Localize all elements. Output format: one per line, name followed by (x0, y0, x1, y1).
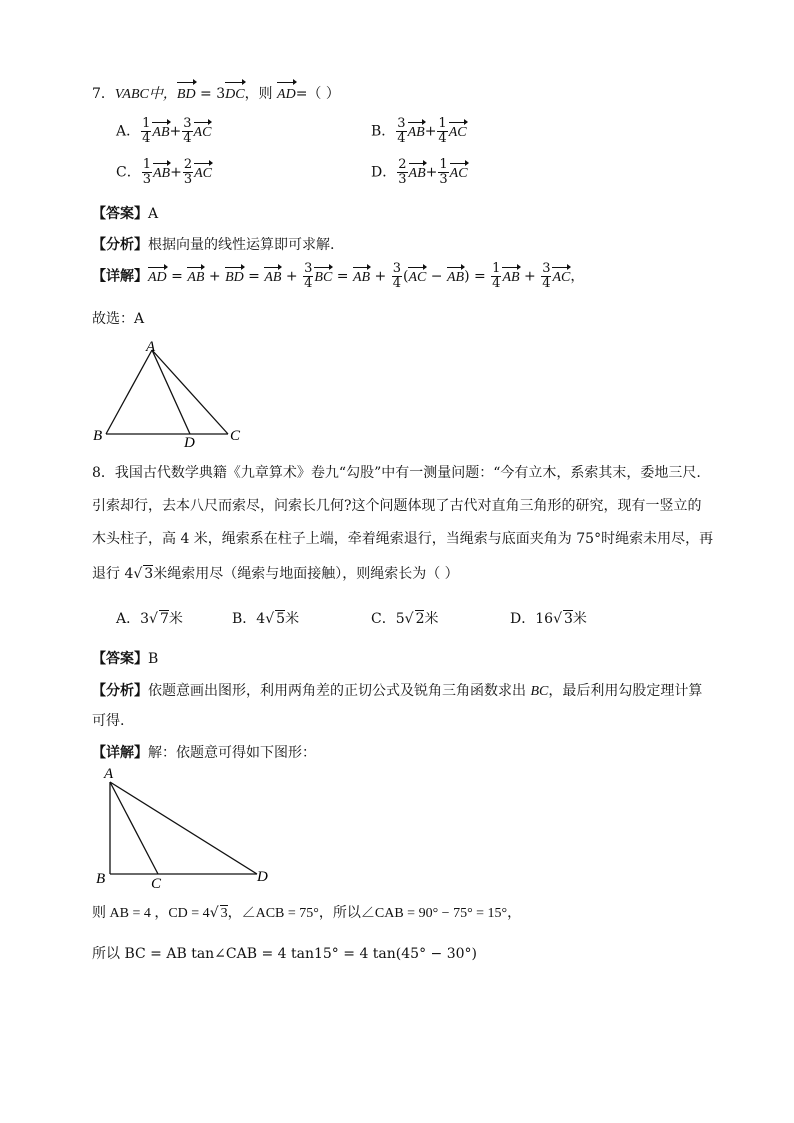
q7-analysis: 【分析】根据向量的线性运算即可求解. (92, 237, 335, 253)
label-d: D (184, 435, 195, 448)
label-b: B (93, 428, 103, 444)
q8-detail-line1: 则 AB = 4 ，CD = 4√ 3，∠ACB = 75°，所以∠CAB = 90° − 75° = 15°， (92, 905, 522, 921)
q7-final: 故选：A (92, 311, 145, 327)
vector-bd: BD (177, 85, 196, 105)
q8-detail: 【详解】解：依题意可得如下图形： (92, 745, 316, 761)
q7-answer: 【答案】A (92, 206, 159, 222)
side-ac (152, 350, 228, 434)
vector-dc: DC (225, 85, 244, 105)
label-b: B (96, 871, 106, 887)
label-a: A (146, 339, 156, 355)
q7-triangle-figure (90, 338, 250, 448)
q8-stem-line4: 退行 4√ 3米绳索用尽（绳索与地面接触），则绳索长为（ ） (92, 566, 459, 582)
q8-answer: 【答案】B (92, 651, 159, 667)
q8-option-c[interactable]: C．5√ 2米 (371, 611, 439, 627)
q7-option-d[interactable]: D． $\frac{2}{3}$ AB+ $\frac{1}{3}$ AC (371, 157, 468, 187)
q8-stem-line1: 8．我国古代数学典籍《九章算术》卷九“勾股”中有一测量问题：“今有立木，系索其末，委地三尺. (92, 465, 701, 481)
rope-ac (110, 782, 158, 874)
q7-option-b[interactable]: B． $\frac{3}{4}$ AB+ $\frac{1}{4}$ AC (371, 116, 467, 146)
q8-option-a[interactable]: A．3√ 7米 (116, 611, 183, 627)
q8-triangle-figure (90, 764, 280, 892)
vector-ad: AD (277, 85, 296, 105)
segment-ad (152, 350, 190, 434)
q8-analysis-line1: 【分析】依题意画出图形，利用两角差的正切公式及锐角三角函数求出 BC，最后利用勾股定理计算 (92, 683, 703, 699)
q7-detail: 【详解】AD = AB + BD = AB + $\frac{3}{4}$ BC = AB + $\frac{3}{4}$ (AC − AB) = $\frac{1}{4}$ AB + $\frac{3}{4}$ AC， (92, 261, 585, 291)
q8-stem-line2: 引索却行，去本八尺而索尽，问索长几何?这个问题体现了古代对直角三角形的研究，现有一竖立的 (92, 498, 702, 514)
q7-stem: 7．VABC中，BD = 3DC，则 AD=（ ） (92, 84, 340, 105)
q7-option-c[interactable]: C． $\frac{1}{3}$ AB+ $\frac{2}{3}$ AC (116, 157, 213, 187)
label-d: D (257, 869, 268, 885)
q8-analysis-line2: 可得. (92, 713, 125, 729)
label-c: C (151, 876, 162, 892)
side-ab (106, 350, 152, 434)
label-a: A (104, 766, 114, 782)
rope-ad (110, 782, 257, 874)
label-c: C (230, 428, 241, 444)
q8-detail-line2: 所以 BC = AB tan∠CAB = 4 tan15° = 4 tan(45° − 30°) (92, 946, 477, 962)
q8-stem-line3: 木头柱子，高 4 米，绳索系在柱子上端，牵着绳索退行，当绳索与底面夹角为 75°时绳索未用尽，再 (92, 531, 714, 547)
q7-option-a[interactable]: A． $\frac{1}{4}$ AB+ $\frac{3}{4}$ AC (116, 116, 212, 146)
q8-option-d[interactable]: D．16√ 3米 (510, 611, 587, 627)
q8-option-b[interactable]: B．4√ 5米 (232, 611, 300, 627)
